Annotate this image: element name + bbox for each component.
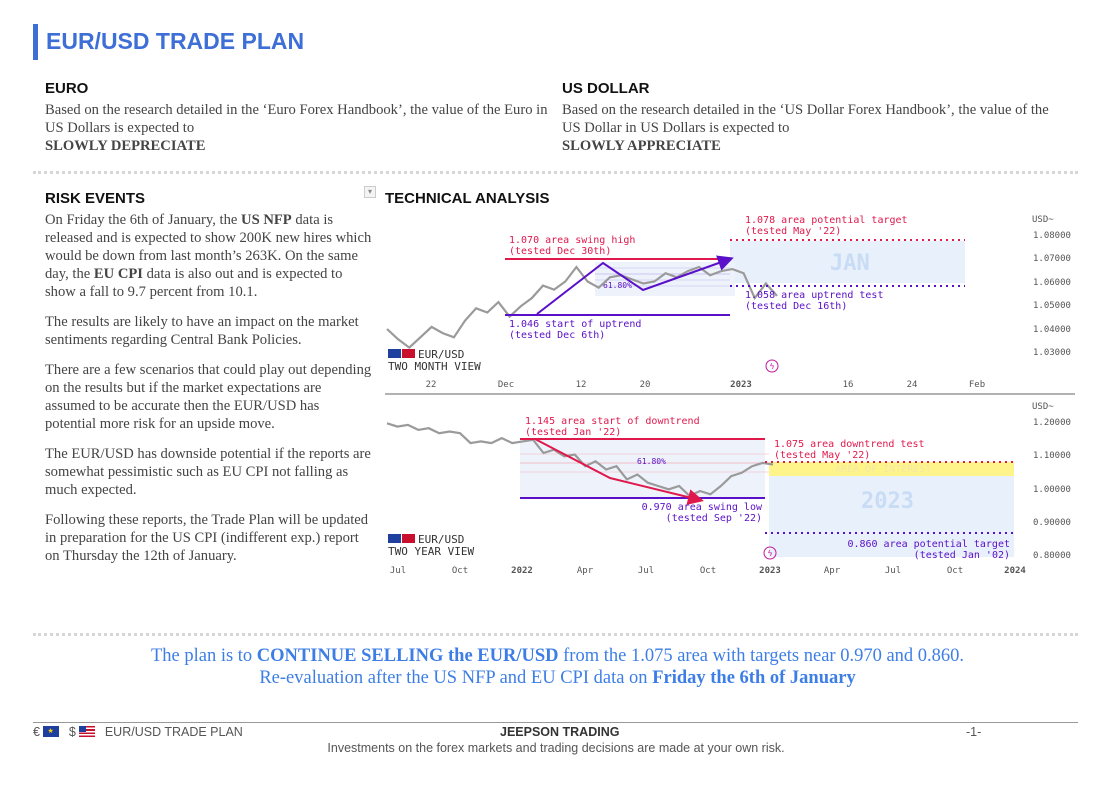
risk-p1-e: data is also out and is expected to show a fall to 9.7 percent from 10.1. xyxy=(45,266,343,300)
eu-flag-icon xyxy=(388,349,401,358)
section-divider xyxy=(33,171,1078,174)
x-tick-label: Jul xyxy=(389,566,407,576)
level-annotation-sub: (tested May '22) xyxy=(774,450,871,461)
usd-summary xyxy=(562,101,1067,155)
euro-symbol: € xyxy=(33,725,40,739)
y-tick-label: 1.10000 xyxy=(1033,451,1071,461)
dollar-symbol: $ xyxy=(68,725,76,739)
plan-date: Friday the 6th of January xyxy=(652,668,856,688)
euro-outlook: SLOWLY DEPRECIATE xyxy=(45,138,206,154)
trade-plan-statement xyxy=(40,645,1075,689)
area-of-interest-label: AREA OF INTEREST xyxy=(835,464,932,475)
x-tick-label: Jul xyxy=(637,566,655,576)
risk-paragraph-2: The results are likely to have an impact on the market sentiments regarding Central Bank Policies. xyxy=(45,314,359,348)
level-annotation: 1.075 area downtrend test xyxy=(774,439,925,450)
footer-page-number: -1- xyxy=(966,725,982,739)
x-tick-label: 22 xyxy=(425,380,437,390)
risk-p1-a: On Friday the 6th of January, the xyxy=(45,212,242,228)
level-annotation-sub: (tested Dec 30th) xyxy=(509,246,612,257)
event-icon-glyph: ϟ xyxy=(767,549,773,558)
level-annotation-sub: (tested Dec 6th) xyxy=(509,330,606,341)
us-flag-icon xyxy=(402,534,415,543)
fib-label: 61.80% xyxy=(637,457,666,466)
fib-label: 61.80% xyxy=(603,281,632,290)
level-annotation: 1.070 area swing high xyxy=(509,235,636,246)
x-tick-label: Jul xyxy=(884,566,902,576)
footer-disclaimer: Investments on the forex markets and trading decisions are made at your own risk. xyxy=(327,741,785,755)
x-tick-label: Apr xyxy=(576,566,594,576)
plan-l1c: from the 1.075 area with targets near 0.970 and 0.860. xyxy=(558,646,965,666)
footer-rule xyxy=(33,722,1078,723)
level-annotation: 1.145 area start of downtrend xyxy=(525,416,700,427)
x-tick-label: 16 xyxy=(842,380,854,390)
eu-flag-icon xyxy=(388,534,401,543)
eu-flag-icon: ★ xyxy=(43,726,59,737)
risk-paragraph-4: The EUR/USD has downside potential if the reports are somewhat pessimistic such as EU CPI not falling as much expected. xyxy=(45,446,371,498)
level-annotation-sub: (tested Sep '22) xyxy=(665,513,762,524)
plan-line-2 xyxy=(40,667,1075,689)
level-annotation: 1.058 area uptrend test xyxy=(745,290,884,301)
x-tick-label: 2024 xyxy=(1004,566,1026,576)
chart-subtitle: TWO MONTH VIEW xyxy=(388,360,481,373)
chart-subtitle: TWO YEAR VIEW xyxy=(388,545,475,558)
euro-text: Based on the research detailed in the ‘Euro Forex Handbook’, the value of the Euro in US Dollars is expected to xyxy=(45,102,548,136)
risk-paragraph-1 xyxy=(45,211,373,301)
level-annotation: 1.046 start of uptrend xyxy=(509,319,642,330)
usd-text: Based on the research detailed in the ‘US Dollar Forex Handbook’, the value of the US Dollar in US Dollars is expected to xyxy=(562,102,1049,136)
y-tick-label: 1.06000 xyxy=(1033,278,1071,288)
event-icon-glyph: ϟ xyxy=(769,362,775,371)
axis-currency: USD~ xyxy=(1032,402,1054,412)
y-tick-label: 1.07000 xyxy=(1033,254,1071,264)
axis-currency: USD~ xyxy=(1032,215,1054,225)
x-tick-label: 20 xyxy=(639,380,651,390)
chart-title: EUR/USD xyxy=(418,533,465,546)
x-tick-label: 24 xyxy=(906,380,918,390)
risk-events-text xyxy=(45,211,373,577)
x-tick-label: 2023 xyxy=(730,380,752,390)
risk-heading: RISK EVENTS xyxy=(45,190,146,207)
x-tick-label: Dec xyxy=(497,380,515,390)
footer-doc-title: EUR/USD TRADE PLAN xyxy=(104,725,243,739)
y-tick-label: 1.05000 xyxy=(1033,301,1071,311)
usd-heading: US DOLLAR xyxy=(562,80,650,97)
title-accent-bar xyxy=(33,24,38,60)
two-month-chart xyxy=(385,208,1075,395)
plan-divider xyxy=(33,633,1078,636)
footer-left xyxy=(33,725,243,739)
plan-line-1 xyxy=(40,645,1075,667)
usd-outlook: SLOWLY APPRECIATE xyxy=(562,138,721,154)
level-annotation-sub: (tested Jan '02) xyxy=(913,550,1010,561)
x-tick-label: Oct xyxy=(451,566,469,576)
zone-label: JAN xyxy=(830,251,870,276)
risk-paragraph-3: There are a few scenarios that could play out depending on the results but if the market expectations are assumed to be accurate then the EUR/USD has potential more risk for an upside move. xyxy=(45,362,372,432)
x-tick-label: 2023 xyxy=(759,566,781,576)
y-tick-label: 1.20000 xyxy=(1033,418,1071,428)
level-annotation-sub: (tested Dec 16th) xyxy=(745,301,848,312)
footer-company: JEEPSON TRADING xyxy=(500,725,620,739)
x-tick-label: Oct xyxy=(699,566,717,576)
plan-l1a: The plan is to xyxy=(150,646,257,666)
x-tick-label: 12 xyxy=(575,380,587,390)
level-annotation: 1.078 area potential target xyxy=(745,215,908,226)
y-tick-label: 0.90000 xyxy=(1033,518,1071,528)
level-annotation: 0.860 area potential target xyxy=(847,539,1010,550)
collapse-toggle-icon[interactable]: ▾ xyxy=(364,186,376,198)
downtrend-zone xyxy=(520,438,765,498)
two-year-chart xyxy=(385,396,1075,580)
risk-p1-us-nfp: US NFP xyxy=(241,212,292,228)
y-tick-label: 0.80000 xyxy=(1033,551,1071,561)
euro-heading: EURO xyxy=(45,80,89,97)
y-tick-label: 1.00000 xyxy=(1033,485,1071,495)
level-annotation-sub: (tested Jan '22) xyxy=(525,427,622,438)
zone-label: 2023 xyxy=(861,489,914,514)
x-tick-label: 2022 xyxy=(511,566,533,576)
euro-summary xyxy=(45,101,555,155)
page-title: EUR/USD TRADE PLAN xyxy=(46,28,305,54)
risk-p1-c: data is released and is expected to show 200K new hires which would be down from last month’s 263K. On the same day, the xyxy=(45,212,372,282)
x-tick-label: Feb xyxy=(968,380,986,390)
risk-p1-eu-cpi: EU CPI xyxy=(93,266,143,282)
level-annotation-sub: (tested May '22) xyxy=(745,226,842,237)
y-tick-label: 1.03000 xyxy=(1033,348,1071,358)
plan-l2a: Re-evaluation after the US NFP and EU CPI data on xyxy=(259,668,653,688)
us-flag-icon xyxy=(79,726,95,737)
x-tick-label: Oct xyxy=(946,566,964,576)
technical-heading: TECHNICAL ANALYSIS xyxy=(385,190,550,207)
fib-zone xyxy=(595,262,735,296)
y-tick-label: 1.04000 xyxy=(1033,325,1071,335)
plan-action: CONTINUE SELLING the EUR/USD xyxy=(256,646,559,666)
us-flag-icon xyxy=(402,349,415,358)
risk-paragraph-5: Following these reports, the Trade Plan will be updated in preparation for the US CPI (indifferent exp.) report on Thursday the 12th of January. xyxy=(45,512,369,564)
chart-title: EUR/USD xyxy=(418,348,465,361)
x-tick-label: Apr xyxy=(823,566,841,576)
y-tick-label: 1.08000 xyxy=(1033,231,1071,241)
level-annotation: 0.970 area swing low xyxy=(641,502,762,513)
